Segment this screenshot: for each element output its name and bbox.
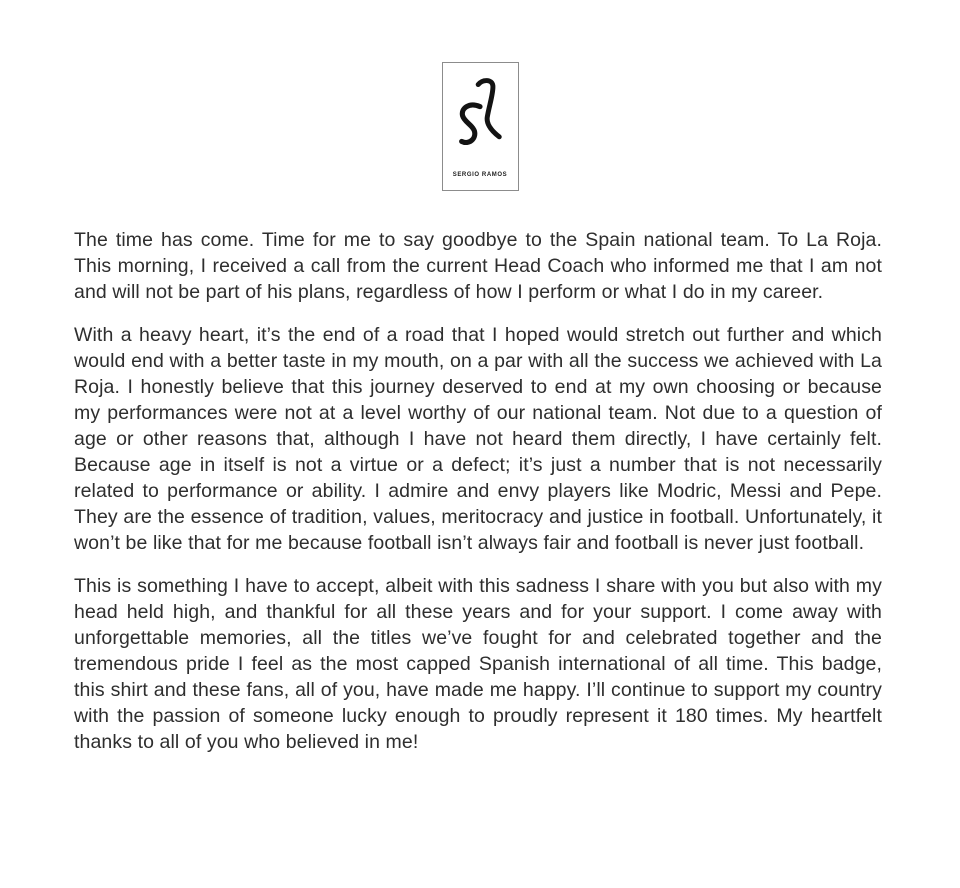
statement-page bbox=[0, 62, 960, 888]
statement-paragraph-3: This is something I have to accept, albeit with this sadness I share with you but also with my head held high, and thankful for all these years and for your support. I come away with unforgettable memories, all the titles we’ve fought for and celebrated together and the tremendous pride I feel as the most capped Spanish international of all time. This badge, this shirt and these fans, all of you, have made me happy. I’ll continue to support my country with the passion of someone lucky enough to proudly represent it 180 times. My heartfelt thanks to all of you who believed in me! bbox=[74, 575, 882, 753]
statement-paragraph-2: With a heavy heart, it’s the end of a road that I hoped would stretch out further and which would end with a better taste in my mouth, on a par with all the success we achieved with La Roja. I honestly believe that this journey deserved to end at my own choosing or because my performances were not at a level worthy of our national team. Not due to a question of age or other reasons that, although I have not heard them directly, I have certainly felt. Because age in itself is not a virtue or a defect; it’s just a number that is not necessarily related to performance or ability. I admire and envy players like Modric, Messi and Pepe. They are the essence of tradition, values, meritocracy and justice in football. Unfortunately, it won’t be like that for me because football isn’t always fair and football is never just football. bbox=[74, 324, 882, 554]
statement-body bbox=[0, 191, 960, 755]
logo-wordmark: SERGIO RAMOS bbox=[452, 172, 508, 178]
statement-paragraph-1: The time has come. Time for me to say goodbye to the Spain national team. To La Roja. This morning, I received a call from the current Head Coach who informed me that I am not and will not be part of his plans, regardless of how I perform or what I do in my career. bbox=[74, 229, 882, 303]
sergio-ramos-logo bbox=[442, 62, 519, 191]
sr-monogram-icon bbox=[458, 75, 502, 151]
